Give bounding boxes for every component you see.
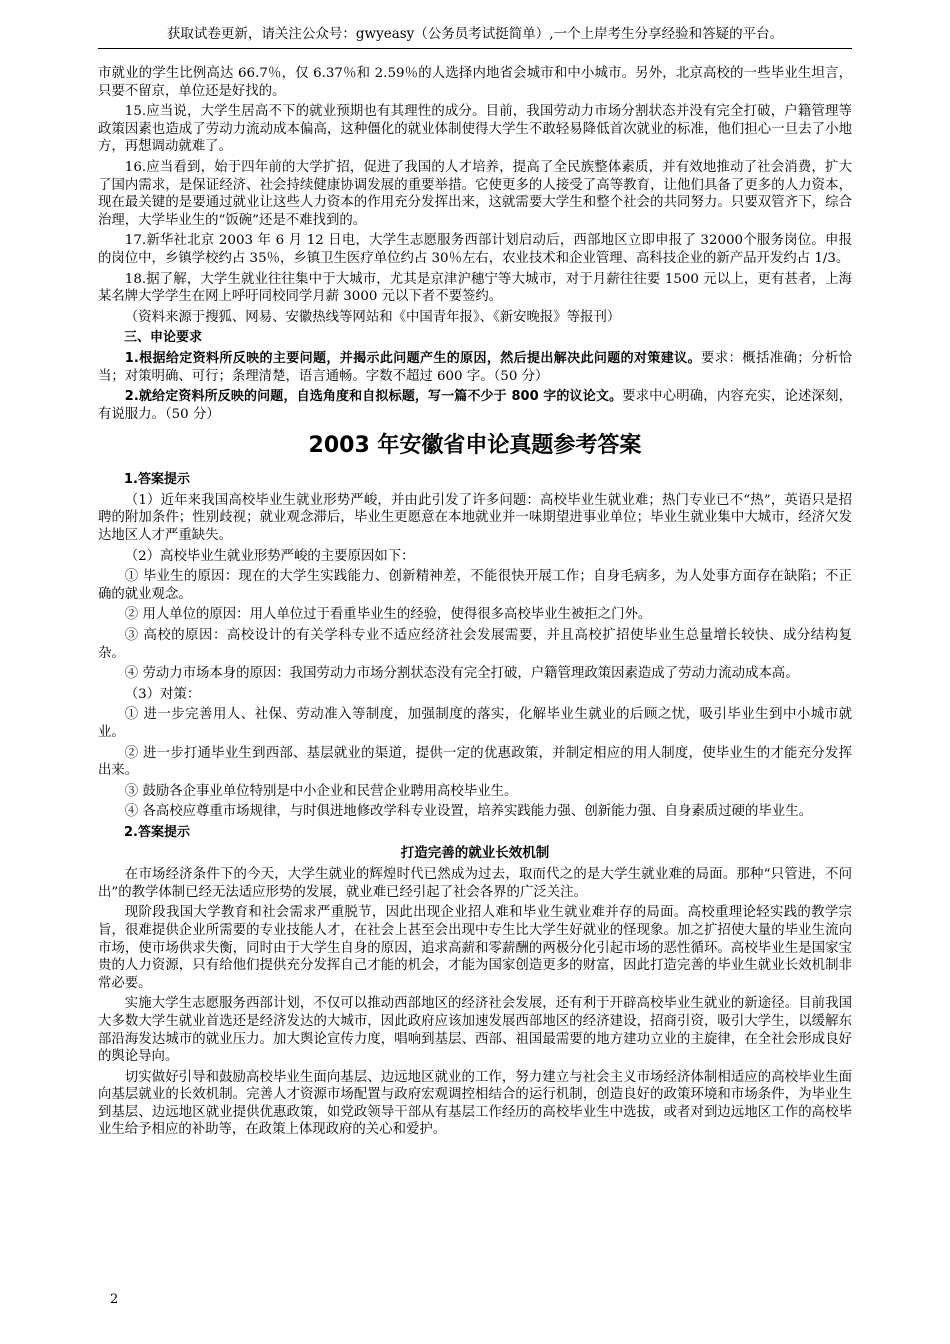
answer-problems: （1）近年来我国高校毕业生就业形势严峻，并由此引发了许多问题：高校毕业生就业难；热门专业已不“热”，英语只是招聘的附加条件；性别歧视；就业观念滞后，毕业生更愿意在本地就业并一味期望进事业单位；毕业生就业集中大城市，经济欠发达地区人才严重缺失。 xyxy=(98,492,852,544)
requirement-1-detail: 要求：概括准确；分析恰当；对策明确、可行；条理清楚，语言通畅。字数不超过 600 字。（50 分） xyxy=(98,350,852,384)
requirement-1 xyxy=(98,350,852,385)
requirements-heading: 三、申论要求 xyxy=(124,330,203,346)
essay-paragraph-4: 切实做好引导和鼓励高校毕业生面向基层、边远地区就业的工作，努力建立与社会主义市场经济体制相适应的高校毕业生面向基层就业的长效机制。完善人才资源市场配置与政府宏观调控相结合的运行机制，创造良好的政策环境和市场条件，为毕业生到基层、边远地区就业提供优惠政策，如党政领导干部从有基层工作经历的高校毕业生中选拔，或者对到边远地区工作的高校毕业生给予相应的补助等，在政策上体现政府的关心和爱护。 xyxy=(98,1069,852,1138)
answer-title: 2003 年安徽省申论真题参考答案 xyxy=(308,433,642,459)
answer-measure-2: ② 进一步打通毕业生到西部、基层就业的渠道，提供一定的优惠政策，并制定相应的用人制度，使毕业生的才能充分发挥出来。 xyxy=(98,745,852,779)
header-text: 获取试卷更新，请关注公众号：gwyeasy（公务员考试挺简单）,一个上岸考生分享经验和答疑的平台。 xyxy=(166,26,784,42)
answer-cause-3: ③ 高校的原因：高校设计的有关学科专业不适应经济社会发展需要，并且高校扩招使毕业生总量增长较快、成分结构复杂。 xyxy=(98,628,852,661)
answer-cause-1: ① 毕业生的原因：现在的大学生实践能力、创新精神差，不能很快开展工作；自身毛病多，为人处事方面存在缺陷；不正确的就业观念。 xyxy=(98,569,852,602)
answer-causes-heading: （2）高校毕业生就业形势严峻的主要原因如下： xyxy=(124,548,415,564)
essay-title: 打造完善的就业长效机制 xyxy=(400,844,550,861)
document-body xyxy=(98,65,852,1142)
requirement-1-question: 1.根据给定资料所反映的主要问题，并揭示此问题产生的原因，然后提出解决此问题的对策建议。 xyxy=(124,350,701,366)
answer-cause-2: ② 用人单位的原因：用人单位过于看重毕业生的经验，使得很多高校毕业生被拒之门外。 xyxy=(124,607,652,623)
essay-paragraph-3: 实施大学生志愿服务西部计划，不仅可以推动西部地区的经济社会发展，还有利于开辟高校毕业生就业的新途径。目前我国大多数大学生就业首选还是经济发达的大城市，因此政府应该加速发展西部地区的经济建设，招商引资，吸引大学生，以缓解东部沿海发达城市的就业压力。加大舆论宣传力度，唱响到基层、西部、祖国最需要的地方建功立业的主旋律，在全社会形成良好的舆论导向。 xyxy=(98,996,852,1065)
answer-hint-2: 2.答案提示 xyxy=(124,824,190,840)
requirement-2-detail: 要求中心明确，内容充实，论述深刻，有说服力。（50 分） xyxy=(98,389,852,422)
material-source: （资料来源于搜狐、网易、安徽热线等网站和《中国青年报》、《新安晚报》等报刊） xyxy=(124,309,621,325)
requirement-2 xyxy=(98,388,852,423)
material-paragraph-18: 18.据了解，大学生就业往往集中于大城市，尤其是京津沪穗宁等大城市，对于月薪往往要 1500 元以上，更有甚者，上海某名牌大学学生在网上呼吁同校同学月薪 3000 元以下者不要签约。 xyxy=(98,271,852,305)
essay-paragraph-2: 现阶段我国大学教育和社会需求严重脱节，因此出现企业招人难和毕业生就业难并存的局面。高校重理论轻实践的教学宗旨，很难提供企业所需要的专业技能人才，在社会上甚至会出现中专生比大学生好就业的怪现象。加之扩招使大量的毕业生流向市场，使市场供求失衡，同时由于大学生自身的原因，追求高薪和零薪酬的两极分化引起市场的恶性循环。高校毕业生是国家宝贵的人力资源，只有给他们提供充分发挥自己才能的机会，才能为国家创造更多的财富，因此打造完善的毕业生就业长效机制非常必要。 xyxy=(98,905,852,991)
page-number: 2 xyxy=(110,1292,119,1307)
answer-measures-heading: （3）对策： xyxy=(124,686,201,702)
answer-hint-1: 1.答案提示 xyxy=(124,472,190,488)
answer-measure-3: ③ 鼓励各企事业单位特别是中小企业和民营企业聘用高校毕业生。 xyxy=(124,783,518,799)
answer-cause-4: ④ 劳动力市场本身的原因：我国劳动力市场分割状态没有完全打破，户籍管理政策因素造成了劳动力流动成本高。 xyxy=(124,666,799,682)
material-paragraph-17: 17.新华社北京 2003 年 6 月 12 日电，大学生志愿服务西部计划启动后，西部地区立即申报了 32000个服务岗位。申报的岗位中，乡镇学校约占 35％，乡镇卫生医疗单位约占 30％左右，农业技术和企业管理、高科技企业的新产品开发约占 1/3。 xyxy=(98,233,852,266)
answer-measure-1: ① 进一步完善用人、社保、劳动准入等制度，加强制度的落实，化解毕业生就业的后顾之忧，吸引毕业生到中小城市就业。 xyxy=(98,707,852,740)
material-paragraph-15: 15.应当说，大学生居高不下的就业预期也有其理性的成分。目前，我国劳动力市场分割状态并没有完全打破，户籍管理等政策因素也造成了劳动力流动成本偏高，这种僵化的就业体制使得大学生不敢轻易降低首次就业的标准，他们担心一旦去了小地方，再想调动就难了。 xyxy=(98,104,852,155)
answer-measure-4: ④ 各高校应尊重市场规律，与时俱进地修改学科专业设置，培养实践能力强、创新能力强、自身素质过硬的毕业生。 xyxy=(124,804,812,820)
page-header xyxy=(98,24,852,49)
requirement-2-question: 2.就给定资料所反映的问题，自选角度和自拟标题，写一篇不少于 800 字的议论文。 xyxy=(124,389,623,405)
essay-paragraph-1: 在市场经济条件下的今天，大学生就业的辉煌时代已然成为过去，取而代之的是大学生就业难的局面。那种“只管进，不问出”的教学体制已经无法适应形势的发展，就业难已经引起了社会各界的广泛关注。 xyxy=(98,867,852,900)
material-paragraph-continued: 市就业的学生比例高达 66.7％，仅 6.37％和 2.59％的人选择内地省会城市和中小城市。另外，北京高校的一些毕业生坦言，只要不留京，单位还是好找的。 xyxy=(98,66,852,99)
material-paragraph-16: 16.应当看到，始于四年前的大学扩招，促进了我国的人才培养，提高了全民族整体素质，并有效地推动了社会消费，扩大了国内需求，是保证经济、社会持续健康协调发展的重要举措。它使更多的人接受了高等教育，让他们具备了更多的人力资本，现在最关键的是要通过就业让这些人力资本的作用充分发挥出来，这就需要大学生和整个社会的共同努力。只要双管齐下，综合治理，大学毕业生的“饭碗”还是不难找到的。 xyxy=(98,159,852,228)
